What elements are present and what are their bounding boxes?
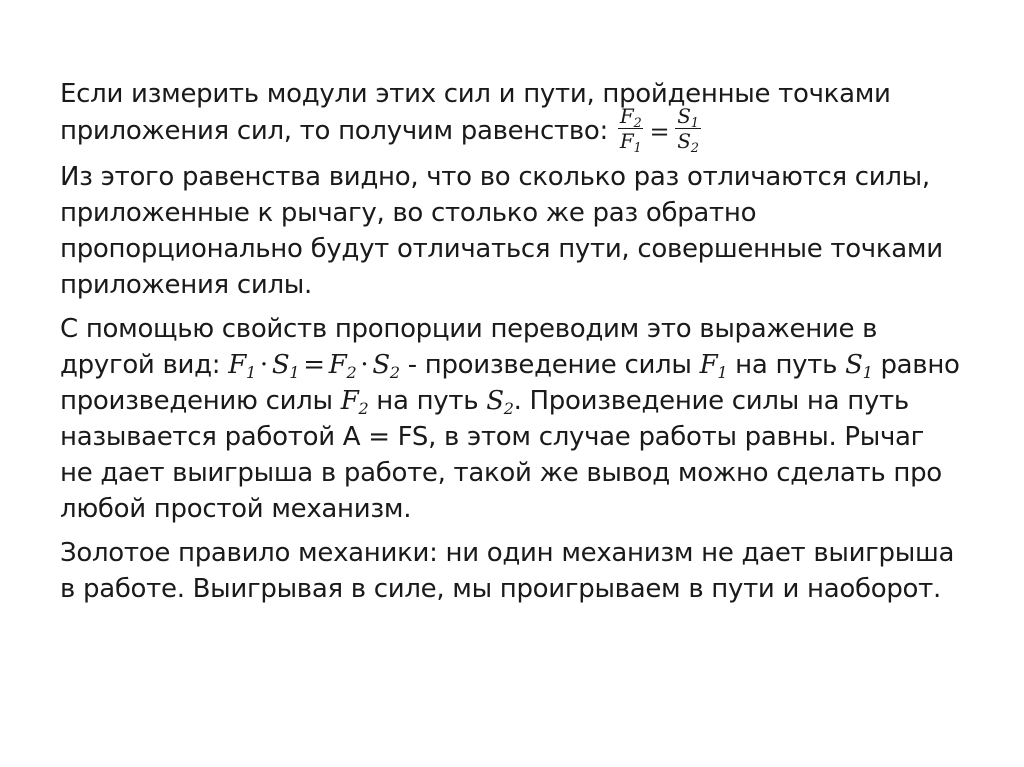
equals-sign: = — [649, 117, 670, 146]
subscript: 2 — [346, 363, 357, 382]
symbol-s: S — [271, 350, 290, 380]
subscript: 1 — [289, 363, 300, 382]
paragraph-3-text-2: - произведение силы — [399, 350, 700, 380]
subscript: 2 — [358, 399, 369, 418]
fraction-force-ratio — [618, 104, 644, 156]
paragraph-3-text-5: на путь — [368, 386, 487, 416]
subscript: 2 — [503, 399, 514, 418]
symbol-f: F — [228, 350, 246, 380]
inline-symbol-s1 — [845, 350, 872, 380]
equals-operator: = — [303, 350, 325, 380]
subscript: 1 — [245, 363, 256, 382]
paragraph-work-equality — [60, 311, 960, 527]
paragraph-equality — [60, 76, 960, 156]
paragraph-3-text-1: С помощью свойств пропорции переводим это выражение в другой вид: — [60, 314, 878, 380]
inline-symbol-s2 — [486, 386, 513, 416]
fraction-path-ratio — [675, 104, 700, 156]
symbol-f: F — [340, 386, 359, 416]
fraction-numerator-symbol: F — [619, 104, 634, 128]
paragraph-3-text-3: на путь — [727, 350, 846, 380]
dot-operator: · — [360, 350, 369, 380]
paragraph-1-line-2: приложения сил, то получим равенство: — [60, 116, 616, 146]
formula-product — [228, 350, 400, 380]
paragraph-inverse-proportion: Из этого равенства видно, что во сколько раз отличаются силы, приложенные к рычагу, во столько же раз обратно пропорционально будут отличаться пути, совершенные точками приложения силы. — [60, 162, 943, 300]
fraction-numerator-symbol: S — [677, 104, 691, 128]
subscript: 2 — [389, 363, 400, 382]
subscript: 1 — [862, 363, 873, 382]
paragraph-3-text-4: равно произведению силы — [60, 350, 960, 416]
symbol-f: F — [699, 350, 718, 380]
subscript: 1 — [717, 363, 728, 382]
symbol-s: S — [372, 350, 390, 380]
inline-symbol-f2 — [341, 386, 369, 416]
slide-content — [60, 76, 960, 615]
symbol-s: S — [845, 350, 863, 380]
symbol-f: F — [328, 350, 347, 380]
paragraph-1-line-1: Если измерить модули этих сил и пути, пройденные точками — [60, 79, 891, 109]
paragraph-golden-rule: Золотое правило механики: ни один механизм не дает выигрыша в работе. Выигрывая в силе, мы проигрываем в пути и наоборот. — [60, 538, 955, 604]
fraction-numerator-subscript: 1 — [690, 116, 699, 131]
paragraph-3-text-6: . Произведение силы на путь называется работой А = FS, в этом случае работы равны. Рычаг не дает выигрыша в работе, такой же вывод можно сделать про любой простой механизм. — [60, 386, 942, 524]
dot-operator: · — [259, 350, 268, 380]
fraction-denominator-subscript: 1 — [633, 141, 642, 156]
symbol-s: S — [486, 386, 504, 416]
fraction-denominator-symbol: F — [619, 129, 634, 153]
fraction-denominator-subscript: 2 — [690, 141, 699, 156]
fraction-denominator-symbol: S — [677, 129, 691, 153]
inline-symbol-f1 — [700, 350, 728, 380]
fraction-numerator-subscript: 2 — [633, 116, 642, 131]
